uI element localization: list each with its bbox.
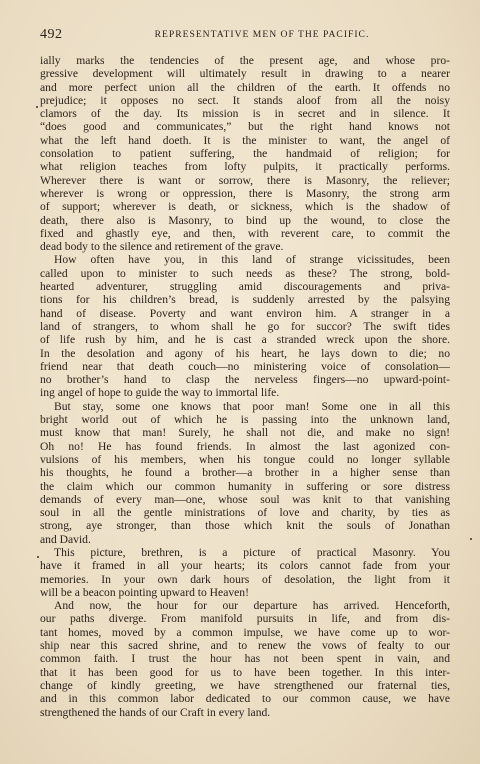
text-line: of support; wherever is death, or sickness, which is the shadow of xyxy=(40,200,450,214)
text-line: hearted adventurer, struggling amid discouragements and priva- xyxy=(40,280,450,294)
text-line: called upon to minister to such needs as these? The strong, bold- xyxy=(40,266,450,280)
text-line: wherever is wrong or oppression, there is Masonry, the strong arm xyxy=(40,186,450,200)
text-line: vulsions of his members, when his tongue could no longer syllable xyxy=(40,452,450,466)
text-line: strong, aye stronger, than those which knit the souls of Jonathan xyxy=(40,519,450,533)
text-line: memories. In your own dark hours of desolation, the light from it xyxy=(40,572,450,586)
text-line: tant homes, moved by a common impulse, we have come up to wor- xyxy=(40,625,450,639)
text-line: land of strangers, to whom shall he go for succor? The swift tides xyxy=(40,319,450,333)
text-line: no brother’s hand to clasp the nerveless fingers—no upward-point- xyxy=(40,373,450,387)
text-line: his thoughts, he found a brother—a brother in a higher sense than xyxy=(40,466,450,480)
text-line: “does good and communicates,” but the right hand knows not xyxy=(40,120,450,134)
text-line: gressive development will ultimately result in drawing to a nearer xyxy=(40,67,450,81)
text-line: have it framed in all your hearts; its colors cannot fade from your xyxy=(40,559,450,573)
text-line: And now, the hour for our departure has arrived. Henceforth, xyxy=(54,599,450,613)
text-line: Wherever there is want or sorrow, there is Masonry, the reliever; xyxy=(40,173,450,187)
text-line: of life rush by him, and he is cast a stranded wreck upon the shore. xyxy=(40,333,450,347)
page-number: 492 xyxy=(40,27,63,42)
text-line: ially marks the tendencies of the present age, and whose pro- xyxy=(40,54,450,67)
text-line: and in this common labor dedicated to our common cause, we have xyxy=(40,692,450,706)
text-line: friend near that death couch—no ministering voice of consolation— xyxy=(40,359,450,373)
text-line: consolation to patient suffering, the handmaid of religion; for xyxy=(40,147,450,161)
text-line: bright world out of which he is passing into the unknown land, xyxy=(40,413,450,427)
text-line: fixed and ghastly eye, and then, with reverent care, to commit the xyxy=(40,226,450,240)
text-line: must know that man! Surely, he shall not die, and make no sign! xyxy=(40,426,450,440)
text-line: In the desolation and agony of his heart, he lays down to die; no xyxy=(40,346,450,360)
text-line: This picture, brethren, is a picture of practical Masonry. You xyxy=(54,545,450,559)
text-line: How often have you, in this land of strange vicissitudes, been xyxy=(54,253,450,267)
text-line: dead body to the silence and retirement of the grave. xyxy=(40,240,284,254)
paper-speck xyxy=(470,538,472,540)
text-line: ing angel of hope to guide the way to immortal life. xyxy=(40,386,280,400)
text-line: demands of every man—one, whose soul was knit to that vanishing xyxy=(40,492,450,506)
paper-speck xyxy=(36,106,38,108)
paper-speck xyxy=(37,556,39,558)
text-line: what religion teaches from lofty pulpits, it practically performs. xyxy=(40,160,450,174)
text-line: and David. xyxy=(40,532,91,546)
text-line: soul in all the gentle ministrations of love and charity, by ties as xyxy=(40,506,450,520)
text-line: the claim which our common humanity in suffering or sore distress xyxy=(40,479,450,493)
text-line: that it has been good for us to have been together. In this inter- xyxy=(40,665,450,679)
text-line: and more perfect union all the children of the earth. It offends no xyxy=(40,80,450,94)
text-line: Oh no! He has found friends. In almost the last agonized con- xyxy=(40,439,450,453)
text-line: will be a beacon pointing upward to Heaven! xyxy=(40,585,249,599)
running-title: REPRESENTATIVE MEN OF THE PACIFIC. xyxy=(154,29,370,40)
text-line: death, there also is Masonry, to bind up the wound, to close the xyxy=(40,213,450,227)
text-line: prejudice; it opposes no sect. It stands aloof from all the noisy xyxy=(40,93,450,107)
text-line: what the left hand doeth. It is the minister to want, the angel of xyxy=(40,133,450,147)
running-head xyxy=(40,27,450,43)
text-line: our paths diverge. From manifold pursuits in life, and from dis- xyxy=(40,612,450,626)
text-line: common faith. I trust the hour has not been spent in vain, and xyxy=(40,652,450,666)
body-text xyxy=(40,54,450,719)
text-line: But stay, some one knows that poor man! Some one in all this xyxy=(54,399,450,413)
text-line: clamors of the day. Its mission is in secret and in silence. It xyxy=(40,107,450,121)
text-line: change of kindly greeting, we have strengthened our fraternal ties, xyxy=(40,678,450,692)
text-line: strengthened the hands of our Craft in every land. xyxy=(40,705,271,719)
text-line: tions for his children’s bread, is suddenly arrested by the palsying xyxy=(40,293,450,307)
text-line: ship near this sacred shrine, and to renew the vows of fealty to our xyxy=(40,639,450,653)
text-line: hand of disease. Poverty and want environ him. A stranger in a xyxy=(40,306,450,320)
